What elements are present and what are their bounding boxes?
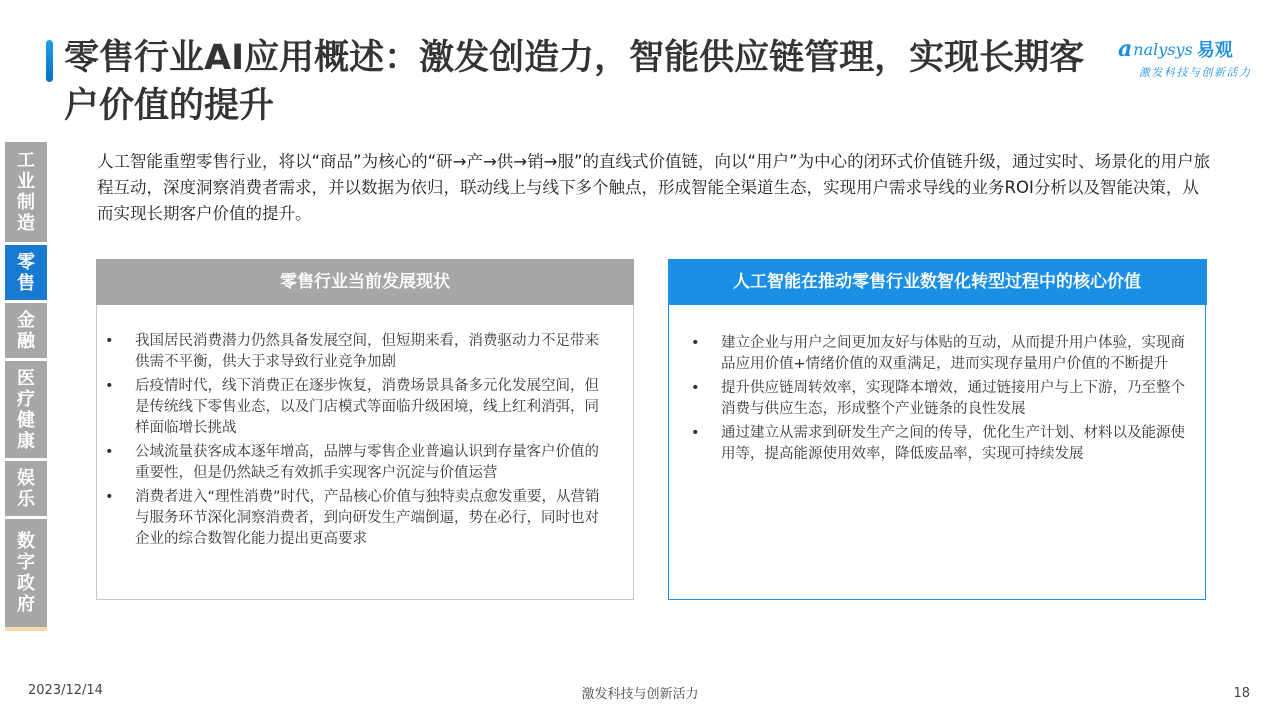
logo-wordmark: nalysys — [1133, 39, 1193, 59]
current-status-panel — [96, 259, 634, 600]
sidebar-item-label: 数字政府 — [17, 531, 35, 615]
sidebar-item-entertainment[interactable] — [5, 461, 47, 516]
list-item: • 建立企业与用户之间更加友好与体贴的互动，从而提升用户体验，实现商品应用价值+情绪价值的双重满足，进而实现存量用户价值的不断提升 — [691, 333, 1191, 375]
sidebar-item-label: 医疗健康 — [17, 367, 35, 452]
sidebar-item-label: 零售 — [17, 251, 35, 294]
analysys-logo — [1118, 36, 1268, 84]
intro-paragraph: 人工智能重塑零售行业，将以“商品”为核心的“研→产→供→销→服”的直线式价值链，向以“用户”为中心的闭环式价值链升级，通过实时、场景化的用户旅程互动，深度洞察消费者需求，并以数据为依归，联动线上与线下多个触点，形成智能全渠道生态，实现用户需求导线的业务ROI分析以及智能决策，从而实现长期客户价值的提升。 — [97, 152, 1211, 223]
sidebar-item-label: 工业制造 — [17, 150, 35, 234]
sidebar-item-retail[interactable] — [5, 245, 47, 300]
list-item: • 我国居民消费潜力仍然具备发展空间，但短期来看，消费驱动力不足带来供需不平衡，供大于求导致行业竞争加剧 — [105, 331, 611, 373]
list-item: • 提升供应链周转效率，实现降本增效，通过链接用户与上下游，乃至整个消费与供应生态，形成整个产业链条的良性发展 — [691, 378, 1191, 420]
sidebar-item-label: 金融 — [17, 309, 35, 352]
logo-chinese-name: 易观 — [1196, 40, 1233, 61]
list-item: • 公域流量获客成本逐年增高，品牌与零售企业普遍认识到存量客户价值的重要性，但是仍然缺乏有效抓手实现客户沉淀与价值运营 — [105, 442, 611, 484]
sidebar-item-finance[interactable] — [5, 303, 47, 358]
panel-title: 人工智能在推动零售行业数智化转型过程中的核心价值 — [668, 259, 1207, 305]
list-item: • 后疫情时代，线下消费正在逐步恢复，消费场景具备多元化发展空间，但是传统线下零售业态，以及门店模式等面临升级困境，线上红利消弭，同样面临增长挑战 — [105, 376, 611, 439]
logo-mark: a — [1118, 36, 1133, 62]
footer-tagline: 激发科技与创新活力 — [581, 687, 699, 702]
sidebar-item-manufacturing[interactable] — [5, 142, 47, 242]
page-title: 零售行业AI应用概述：激发创造力，智能供应链管理，实现长期客户价值的提升 — [64, 38, 1085, 126]
page-number: 18 — [1233, 686, 1250, 701]
value-bullet-list — [669, 305, 1205, 465]
footer-date: 2023/12/14 — [28, 683, 103, 698]
core-value-panel — [668, 259, 1206, 600]
list-item: • 通过建立从需求到研发生产之间的传导，优化生产计划、材料以及能源使用等，提高能源使用效率，降低废品率，实现可持续发展 — [691, 423, 1191, 465]
sidebar-item-label: 娱乐 — [17, 467, 35, 510]
logo-tagline: 激发科技与创新活力 — [1139, 66, 1252, 79]
sidebar-item-healthcare[interactable] — [5, 361, 47, 458]
sidebar-bottom-strip — [5, 627, 47, 631]
sidebar-item-digital-government[interactable] — [5, 519, 47, 627]
list-item: • 消费者进入“理性消费”时代，产品核心价值与独特卖点愈发重要，从营销与服务环节深化洞察消费者，到向研发生产端倒逼，势在必行，同时也对企业的综合数智化能力提出更高要求 — [105, 487, 611, 550]
title-accent-bar — [46, 40, 53, 82]
panel-title: 零售行业当前发展现状 — [96, 259, 634, 305]
status-bullet-list — [97, 305, 633, 550]
industry-sidebar — [5, 142, 47, 631]
